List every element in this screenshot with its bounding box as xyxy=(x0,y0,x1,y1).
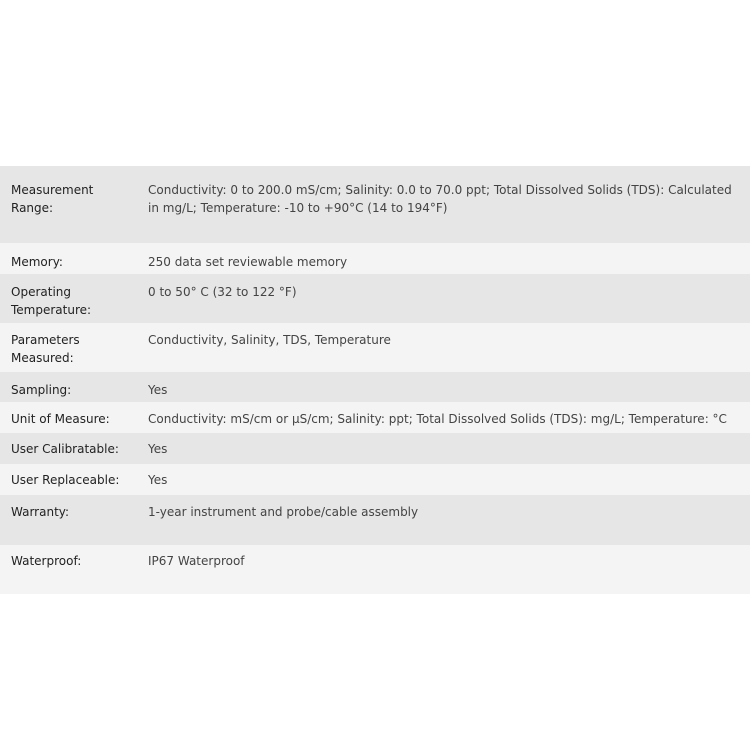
spec-row-user-replaceable xyxy=(0,464,750,495)
spec-label: Operating Temperature: xyxy=(11,285,92,317)
spec-row-warranty xyxy=(0,495,750,545)
specifications-table xyxy=(0,166,750,594)
spec-row-sampling xyxy=(0,372,750,402)
spec-label: User Calibratable: xyxy=(11,442,119,456)
spec-value: 0 to 50° C (32 to 122 °F) xyxy=(148,285,297,299)
spec-value: 250 data set reviewable memory xyxy=(148,255,348,269)
spec-row-memory xyxy=(0,243,750,274)
spec-value: Yes xyxy=(148,442,168,456)
spec-label: Parameters Measured: xyxy=(11,333,80,365)
spec-label: User Replaceable: xyxy=(11,473,120,487)
spec-value: IP67 Waterproof xyxy=(148,554,245,568)
spec-row-measurement-range xyxy=(0,166,750,243)
spec-row-operating-temperature xyxy=(0,274,750,323)
spec-label: Waterproof: xyxy=(11,554,82,568)
spec-value: Yes xyxy=(148,383,168,397)
spec-row-parameters-measured xyxy=(0,323,750,372)
spec-row-unit-of-measure xyxy=(0,402,750,433)
spec-label: Unit of Measure: xyxy=(11,412,110,426)
spec-value: Conductivity: 0 to 200.0 mS/cm; Salinity: 0.0 to 70.0 ppt; Total Dissolved Solids (TDS): Calculated in mg/L; Temperature: -10 to +90°C (14 to 194°F) xyxy=(148,183,732,215)
spec-value: Yes xyxy=(148,473,168,487)
spec-value: Conductivity: mS/cm or µS/cm; Salinity: ppt; Total Dissolved Solids (TDS): mg/L; Temperature: °C xyxy=(148,412,727,426)
spec-value: Conductivity, Salinity, TDS, Temperature xyxy=(148,333,391,347)
spec-label: Memory: xyxy=(11,255,63,269)
spec-label: Measurement Range: xyxy=(11,183,94,215)
spec-row-waterproof xyxy=(0,545,750,594)
spec-row-user-calibratable xyxy=(0,433,750,464)
spec-value: 1-year instrument and probe/cable assembly xyxy=(148,505,419,519)
spec-label: Warranty: xyxy=(11,505,70,519)
spec-label: Sampling: xyxy=(11,383,72,397)
